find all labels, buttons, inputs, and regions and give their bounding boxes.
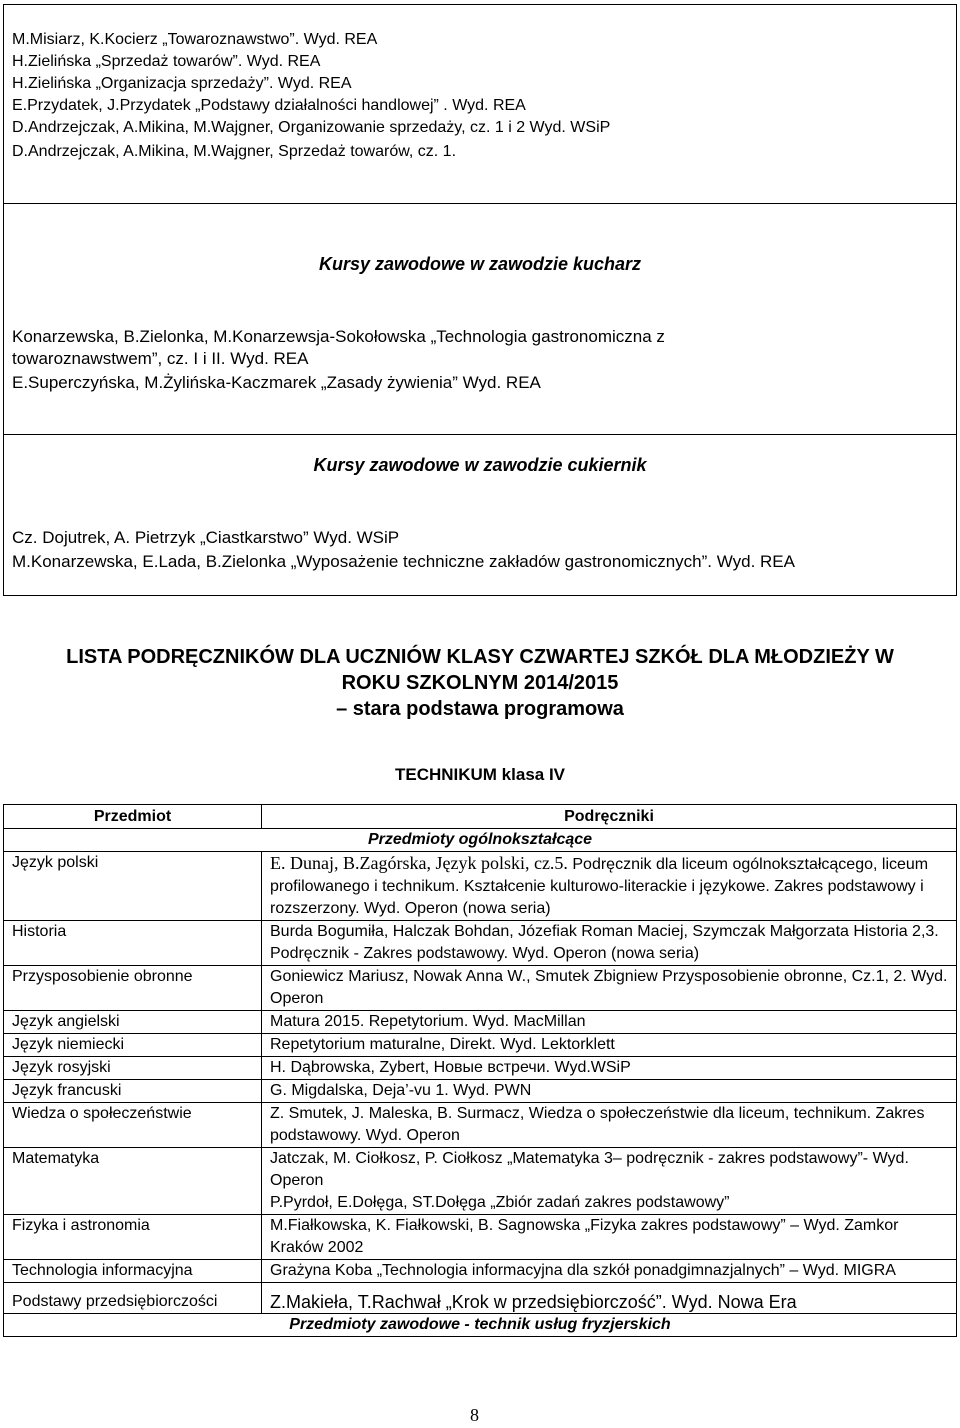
- table-row: [4, 852, 957, 921]
- table-row: [4, 921, 957, 966]
- subject-cell: Matematyka: [4, 1148, 262, 1215]
- book-line: Cz. Dojutrek, A. Pietrzyk „Ciastkarstwo” Wyd. WSiP: [12, 528, 400, 547]
- book-line: Konarzewska, B.Zielonka, M.Konarzewsja-Sokołowska „Technologia gastronomiczna z: [12, 327, 665, 346]
- book-line: M.Misiarz, K.Kocierz „Towaroznawstwo”. Wyd. REA: [12, 31, 378, 48]
- subject-cell: Historia: [4, 921, 262, 966]
- subject-cell: Język francuski: [4, 1080, 262, 1103]
- page-number: 8: [470, 1405, 479, 1425]
- book-line: H.Zielińska „Organizacja sprzedaży”. Wyd. REA: [12, 75, 352, 92]
- books-serif-text: E. Dunaj, B.Zagórska, Język polski, cz.5.: [270, 853, 568, 873]
- table-row: [4, 1080, 957, 1103]
- section-general-title: Przedmioty ogólnokształcące: [4, 829, 957, 852]
- list-title-line3: – stara podstawa programowa: [336, 698, 624, 720]
- books-cell: Burda Bogumiła, Halczak Bohdan, Józefiak Roman Maciej, Szymczak Małgorzata Historia 2,3. Podręcznik - Zakres podstawowy. Wyd. Operon (nowa seria): [262, 921, 957, 966]
- books-text: Podręcznik dla liceum ogólnokształcącego, liceum profilowanego i technikum. Kształcenie kulturowo-literackie i językowe. Zakres podstawowy i rozszerzony. Wyd. Operon (nowa seria): [270, 856, 929, 917]
- books-cell: Z.Makieła, T.Rachwał „Krok w przedsiębiorczość”. Wyd. Nowa Era: [262, 1283, 957, 1314]
- subject-cell: Fizyka i astronomia: [4, 1215, 262, 1260]
- list-title-line1: LISTA PODRĘCZNIKÓW DLA UCZNIÓW KLASY CZWARTEJ SZKÓŁ DLA MŁODZIEŻY W: [66, 646, 894, 668]
- subject-cell: Technologia informacyjna: [4, 1260, 262, 1283]
- section-vocational-title: Przedmioty zawodowe - technik usług fryzjerskich: [4, 1314, 957, 1337]
- books-cell: M.Fiałkowska, K. Fiałkowski, B. Sagnowska „Fizyka zakres podstawowy” – Wyd. Zamkor Kraków 2002: [262, 1215, 957, 1260]
- header-books: Podręczniki: [262, 805, 957, 829]
- table-row: [4, 1103, 957, 1148]
- book-line: D.Andrzejczak, A.Mikina, M.Wajgner, Sprzedaż towarów, cz. 1.: [12, 143, 457, 160]
- table-row: [4, 1057, 957, 1080]
- books-cell: Grażyna Koba „Technologia informacyjna dla szkół ponadgimnazjalnych” – Wyd. MIGRA: [262, 1260, 957, 1283]
- books-cell: Jatczak, M. Ciołkosz, P. Ciołkosz „Matematyka 3– podręcznik - zakres podstawowy”- Wyd. Operon P.Pyrdoł, E.Dołęga, ST.Dołęga „Zbiór zadań zakres podstawowy”: [262, 1148, 957, 1215]
- subject-cell: Przysposobienie obronne: [4, 966, 262, 1011]
- books-cell: Matura 2015. Repetytorium. Wyd. MacMillan: [262, 1011, 957, 1034]
- subject-cell: Język angielski: [4, 1011, 262, 1034]
- table-row: [4, 966, 957, 1011]
- book-line: E.Przydatek, J.Przydatek „Podstawy działalności handlowej” . Wyd. REA: [12, 97, 526, 114]
- book-line: towaroznawstwem”, cz. I i II. Wyd. REA: [12, 349, 309, 368]
- subject-cell: Język rosyjski: [4, 1057, 262, 1080]
- books-cell: H. Dąbrowska, Zybert, Новые встречи. Wyd.WSiP: [262, 1057, 957, 1080]
- table-row: [4, 1260, 957, 1283]
- subject-cell: Wiedza o społeczeństwie: [4, 1103, 262, 1148]
- table-row: [4, 1011, 957, 1034]
- section-title-kucharz: Kursy zawodowe w zawodzie kucharz: [318, 254, 642, 274]
- subject-cell: Język niemiecki: [4, 1034, 262, 1057]
- books-cell: Repetytorium maturalne, Direkt. Wyd. Lektorklett: [262, 1034, 957, 1057]
- list-title-line2: ROKU SZKOLNYM 2014/2015: [341, 672, 619, 694]
- school-class-title: TECHNIKUM klasa IV: [394, 765, 566, 784]
- section-row: [4, 829, 957, 852]
- books-cell: Z. Smutek, J. Maleska, B. Surmacz, Wiedza o społeczeństwie dla liceum, technikum. Zakres podstawowy. Wyd. Operon: [262, 1103, 957, 1148]
- table-row: [4, 1034, 957, 1057]
- book-line: E.Superczyńska, M.Żylińska-Kaczmarek „Zasady żywienia” Wyd. REA: [12, 373, 541, 392]
- subject-cell: Język polski: [4, 852, 262, 921]
- book-line: H.Zielińska „Sprzedaż towarów”. Wyd. REA: [12, 53, 321, 70]
- subject-cell: Podstawy przedsiębiorczości: [4, 1283, 262, 1314]
- table-row: [4, 1148, 957, 1215]
- book-line: D.Andrzejczak, A.Mikina, M.Wajgner, Organizowanie sprzedaży, cz. 1 i 2 Wyd. WSiP: [12, 119, 611, 136]
- header-subject: Przedmiot: [4, 805, 262, 829]
- book-line: M.Konarzewska, E.Lada, B.Zielonka „Wyposażenie techniczne zakładów gastronomicznych”. Wyd. REA: [12, 552, 795, 571]
- table-row: [4, 1283, 957, 1314]
- books-box-kucharz: [3, 203, 957, 435]
- table-header-row: [4, 805, 957, 829]
- table-row: [4, 1215, 957, 1260]
- section-row: [4, 1314, 957, 1337]
- books-cell: Goniewicz Mariusz, Nowak Anna W., Smutek Zbigniew Przysposobienie obronne, Cz.1, 2. Wyd. Operon: [262, 966, 957, 1011]
- books-cell: G. Migdalska, Deja’-vu 1. Wyd. PWN: [262, 1080, 957, 1103]
- textbook-table: [3, 804, 957, 1337]
- section-title-cukiernik: Kursy zawodowe w zawodzie cukiernik: [313, 455, 647, 475]
- books-cell: [262, 852, 957, 921]
